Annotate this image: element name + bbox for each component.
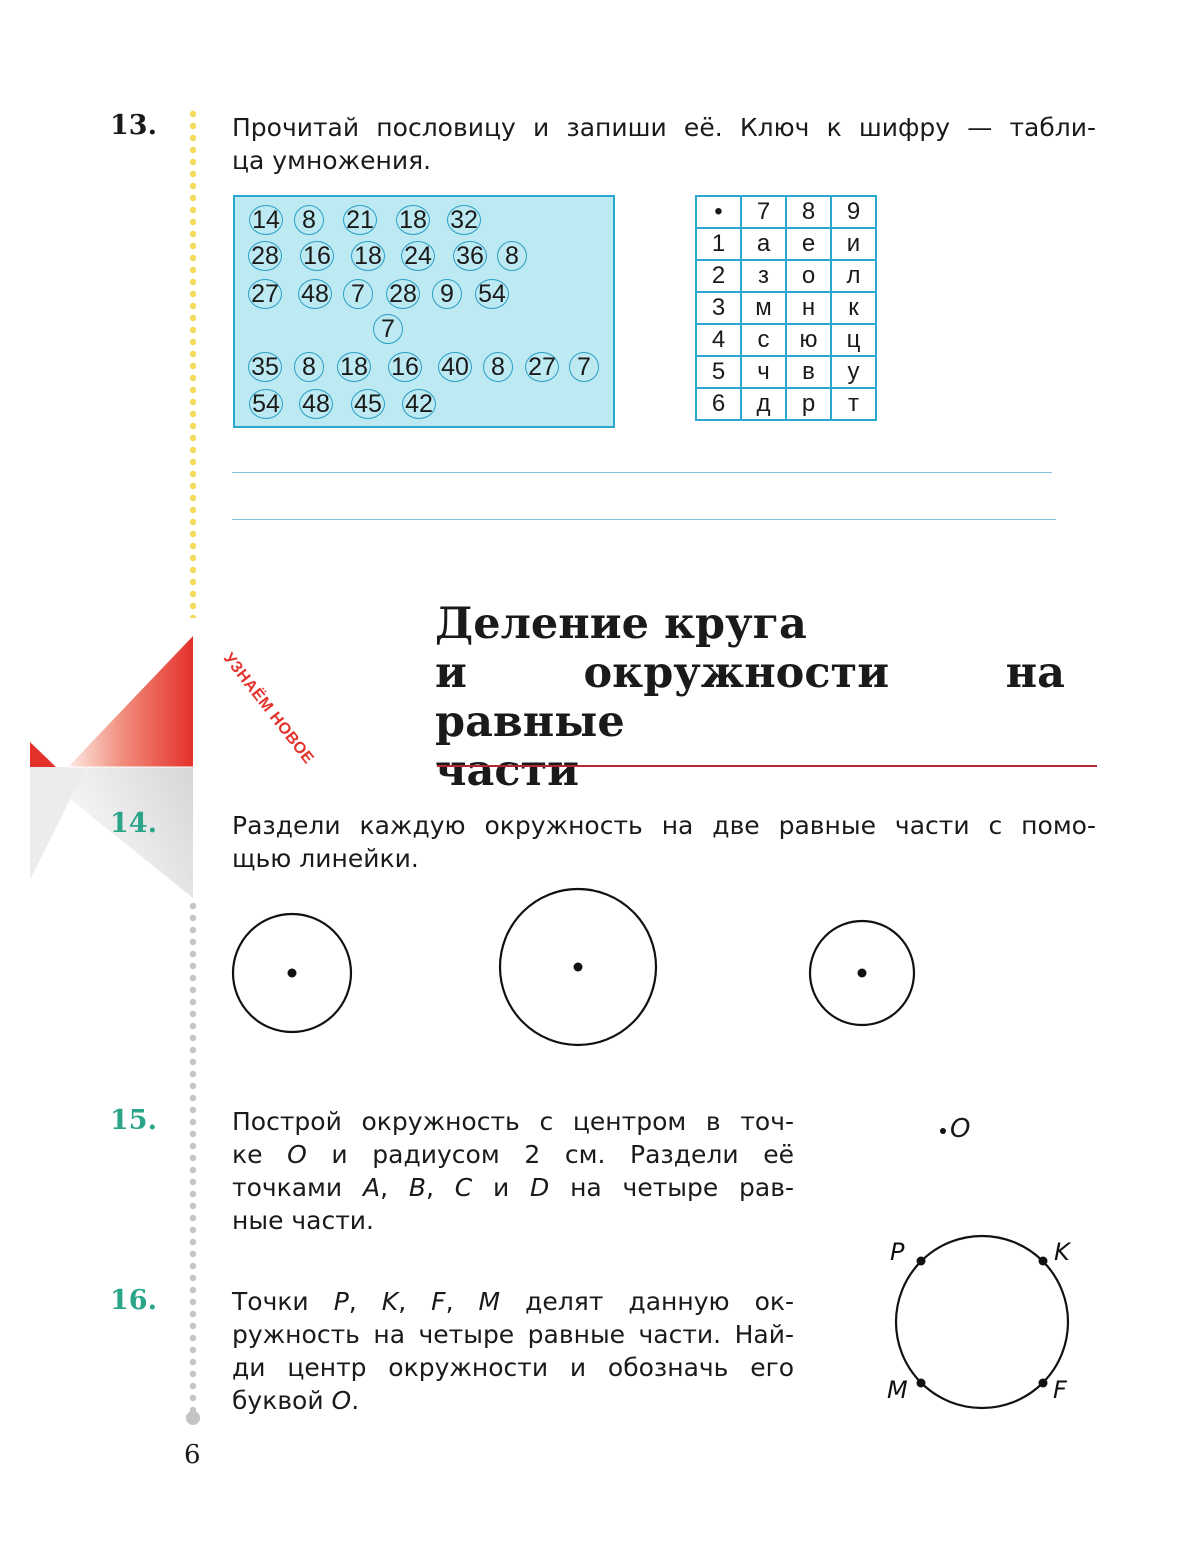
key-header-row: [696, 196, 876, 228]
point-letter-M: M: [478, 1287, 501, 1316]
point-O-dot[interactable]: [940, 1128, 946, 1134]
cipher-number: 27: [248, 279, 282, 309]
task-14-circles: [225, 880, 925, 1060]
cipher-number: 16: [388, 352, 422, 382]
task-14-line-2: щью линейки.: [232, 844, 419, 873]
margin-dots-gray: [189, 900, 197, 1415]
section-title-rule: [437, 765, 1097, 767]
cipher-number: 8: [497, 241, 527, 271]
cipher-number: 54: [475, 279, 509, 309]
point-K-label: K: [1054, 1238, 1070, 1266]
circle-center-dot: [858, 969, 867, 978]
cipher-number: 7: [343, 279, 373, 309]
page-number: 6: [184, 1440, 201, 1470]
text-run: Точки: [232, 1287, 334, 1316]
cipher-number: 14: [249, 205, 283, 235]
point-O-label: O: [950, 1114, 971, 1144]
key-cell: в: [786, 356, 831, 388]
text-run: делят данную ок-: [500, 1287, 794, 1316]
cipher-number: 18: [337, 352, 371, 382]
key-row: [696, 324, 876, 356]
key-cell: е: [786, 228, 831, 260]
cipher-number: 18: [396, 205, 430, 235]
key-cell: т: [831, 388, 876, 420]
key-cell: 6: [696, 388, 741, 420]
answer-line-2[interactable]: [232, 519, 1056, 520]
cipher-number: 32: [447, 205, 481, 235]
section-badge-label: УЗНАЁМ НОВОЕ: [219, 649, 317, 768]
text-run: буквой: [232, 1386, 332, 1415]
point-letter-A: A: [362, 1173, 381, 1202]
text-run: ,: [348, 1287, 382, 1316]
text-run: и радиусом 2 см. Раздели её: [306, 1140, 794, 1169]
cipher-number: 27: [525, 352, 559, 382]
circle-center-dot: [574, 963, 583, 972]
key-cell: к: [831, 292, 876, 324]
key-row: [696, 388, 876, 420]
point-P-label: P: [890, 1238, 905, 1266]
cipher-box: [233, 195, 615, 428]
key-row: [696, 292, 876, 324]
key-cell: ю: [786, 324, 831, 356]
point-M-dot: [917, 1379, 926, 1388]
key-cell: ц: [831, 324, 876, 356]
key-cell: 9: [831, 196, 876, 228]
task-16-text: [232, 1285, 794, 1417]
margin-dots-yellow: [189, 108, 197, 618]
key-cell: 3: [696, 292, 741, 324]
task-15-number: 15.: [110, 1105, 157, 1136]
cipher-number: 40: [438, 352, 472, 382]
section-title-line-2: и окружности на равные: [435, 648, 1065, 747]
text-run: на четыре рав-: [549, 1173, 794, 1202]
badge-red-triangle: [68, 636, 193, 767]
point-letter-D: D: [530, 1173, 550, 1202]
cipher-number: 7: [569, 352, 599, 382]
margin-end-dot: [186, 1411, 200, 1425]
key-cell: 4: [696, 324, 741, 356]
key-cell: 7: [741, 196, 786, 228]
key-cell: м: [741, 292, 786, 324]
section-badge-graphic: [28, 630, 198, 900]
task-16-number: 16.: [110, 1285, 157, 1316]
cipher-number: 18: [351, 241, 385, 271]
task-15-line-4: ные части.: [232, 1206, 375, 1235]
task-13-number: 13.: [110, 110, 157, 141]
cipher-number: 28: [248, 241, 282, 271]
multiplication-key-table: [695, 195, 877, 421]
task-14-number: 14.: [110, 808, 157, 839]
text-run: ке: [232, 1140, 288, 1169]
key-row: [696, 260, 876, 292]
key-cell: р: [786, 388, 831, 420]
key-cell: о: [786, 260, 831, 292]
task-13-text: [232, 111, 1096, 177]
cipher-number: 16: [300, 241, 334, 271]
point-F-dot: [1039, 1379, 1048, 1388]
text-run: ,: [398, 1287, 432, 1316]
key-cell: с: [741, 324, 786, 356]
point-letter-K: K: [381, 1287, 399, 1316]
task-13-line-1: Прочитай пословицу и запиши её. Ключ к шифру — табли-: [232, 113, 1096, 142]
key-cell: з: [741, 260, 786, 292]
task-16-line-3: ди центр окружности и обозначь его: [232, 1353, 794, 1382]
task-15-line-1: Построй окружность с центром в точ-: [232, 1107, 794, 1136]
task-16-line-4: [232, 1384, 794, 1417]
cipher-number: 54: [249, 389, 283, 419]
key-cell: д: [741, 388, 786, 420]
cipher-number: 45: [351, 389, 385, 419]
key-cell: л: [831, 260, 876, 292]
key-cell: 1: [696, 228, 741, 260]
section-title-line-3: части: [435, 746, 580, 796]
text-run: ,: [380, 1173, 409, 1202]
key-cell: у: [831, 356, 876, 388]
circle-center-dot: [288, 969, 297, 978]
cipher-number: 8: [294, 352, 324, 382]
text-run: .: [351, 1386, 360, 1415]
text-run: ,: [425, 1173, 455, 1202]
key-cell: а: [741, 228, 786, 260]
cipher-number: 8: [483, 352, 513, 382]
key-cell: •: [696, 196, 741, 228]
cipher-number: 7: [373, 314, 403, 344]
task-16-line-2: ружность на четыре равные части. Най-: [232, 1320, 794, 1349]
task-14-line-1: Раздели каждую окружность на две равные части с помо-: [232, 811, 1096, 840]
point-letter-O: O: [331, 1386, 352, 1415]
cipher-number: 28: [386, 279, 420, 309]
task-15-line-3: [232, 1171, 794, 1204]
key-cell: н: [786, 292, 831, 324]
text-run: и: [472, 1173, 531, 1202]
key-cell: 8: [786, 196, 831, 228]
key-cell: 5: [696, 356, 741, 388]
text-run: ,: [445, 1287, 479, 1316]
point-letter-O: O: [287, 1140, 307, 1169]
key-row: [696, 356, 876, 388]
answer-line-1[interactable]: [232, 472, 1052, 473]
key-row: [696, 228, 876, 260]
point-letter-B: B: [408, 1173, 426, 1202]
key-cell: 2: [696, 260, 741, 292]
task-14-text: [232, 809, 1096, 875]
task-16-line-1: [232, 1285, 794, 1318]
text-run: точками: [232, 1173, 363, 1202]
cipher-number: 36: [453, 241, 487, 271]
task-16-circle-figure: [880, 1225, 1080, 1425]
point-P-dot: [917, 1257, 926, 1266]
key-cell: ч: [741, 356, 786, 388]
task-13-line-2: ца умножения.: [232, 146, 432, 175]
point-K-dot: [1039, 1257, 1048, 1266]
cipher-number: 35: [248, 352, 282, 382]
point-letter-C: C: [454, 1173, 473, 1202]
cipher-number: 8: [294, 205, 324, 235]
cipher-number: 9: [432, 279, 462, 309]
cipher-number: 48: [299, 389, 333, 419]
key-cell: и: [831, 228, 876, 260]
point-M-label: M: [887, 1376, 908, 1404]
task-15-line-2: [232, 1138, 794, 1171]
point-letter-F: F: [431, 1287, 446, 1316]
section-title-line-1: Деление круга: [435, 599, 807, 649]
cipher-number: 21: [343, 205, 377, 235]
cipher-number: 24: [401, 241, 435, 271]
cipher-number: 48: [298, 279, 332, 309]
cipher-number: 42: [402, 389, 436, 419]
task-15-text: [232, 1105, 794, 1237]
point-letter-P: P: [333, 1287, 349, 1316]
point-F-label: F: [1053, 1376, 1067, 1404]
